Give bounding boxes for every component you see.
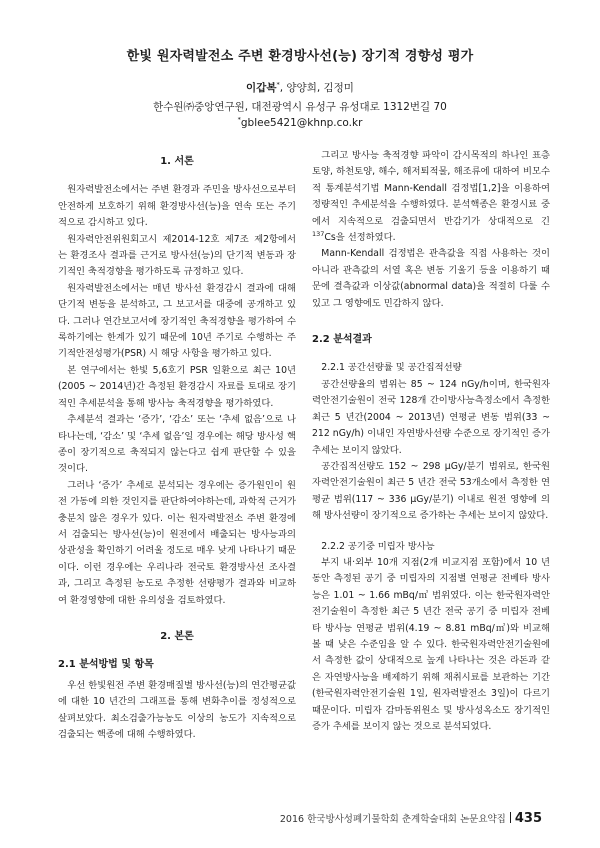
page-footer <box>280 811 542 826</box>
corresponding-marker: * <box>276 80 280 89</box>
paragraph: 우선 한빛원전 주변 환경매질별 방사선(능)의 연간평균값에 대한 10 년간의 그래프를 통해 변화추이를 정성적으로 살펴보았다. 최소검출가능농도 이상의 농도가 지속적으로 검출되는 핵종에 대해 수행하였다. <box>58 679 296 740</box>
paragraph-text: Cs을 선정하였다. <box>324 232 396 244</box>
subsubsection-dose-heading: 2.2.1 공간선량률 및 공간집적선량 <box>321 362 462 374</box>
paragraph: 공간선량율의 범위는 85 ~ 124 nGy/h이며, 한국원자력안전기술원이 전국 128개 간이방사능측정소에서 측정한 최근 5 년간(2004 ~ 2013년) 연평균 변동 범위(33 ~ 212 nGy/h) 이내인 자연방사선량 수준으로 장기적인 증가추세는 보이지 않았다. <box>312 378 550 456</box>
conference-name: 2016 한국방사성폐기물학회 춘계학술대회 논문요약집 <box>279 814 506 825</box>
paragraph: 본 연구에서는 한빛 5,6호기 PSR 일환으로 최근 10년(2005 ~ 2014년)간 측정된 환경감시 자료를 토대로 장기적인 추세분석을 통해 방사능 축적경향을 평가하였다. <box>58 364 296 409</box>
coauthors: , 양양희, 김정미 <box>279 82 354 94</box>
paper-title: 한빛 원자력발전소 주변 환경방사선(능) 장기적 경향성 평가 <box>126 49 474 64</box>
right-column <box>312 148 550 735</box>
paragraph: 원자력안전위원회고시 제2014-12호 제7조 제2항에서는 환경조사 결과를 근거로 방사선(능)의 단기적 변동과 장기적인 축적경향을 평가하도록 규정하고 있다. <box>58 233 296 278</box>
author-email: gblee5421@khnp.co.kr <box>240 117 363 129</box>
lead-author: 이갑복 <box>246 82 277 94</box>
section-body-heading: 2. 본론 <box>160 630 194 642</box>
email-marker: * <box>237 115 241 124</box>
paragraph: 부지 내·외부 10개 지점(2개 비교지점 포함)에서 10 년 동안 측정된 공기 중 미립자의 지점별 연평균 전베타 방사능은 1.01 ~ 1.66 mBq/㎥ 범위였다. 이는 한국원자력안전기술원이 측정한 최근 5 년간 전국 공기 중 미립자 전베타 방사능 연평균 범위(4.19 ~ 8.81 mBq/㎥)와 비교해 볼 때 낮은 수준임을 알 수 있다. 한국원자력안전기술원에서 측정한 값이 상대적으로 높게 나타나는 것은 라돈과 같은 자연방사능을 배제하기 위해 채취시료를 보관하는 기간(한국원자력안전기술원 1일, 원자력발전소 3일)이 다르기 때문이다. 미립자 감마동위원소 및 방사성옥소도 장기적인 증가 추세를 보이지 않는 것으로 분석되었다. <box>312 556 550 732</box>
paragraph: 원자력발전소에서는 매년 방사선 환경감시 결과에 대해 단기적 변동을 분석하고, 그 보고서를 대중에 공개하고 있다. 그러나 연간보고서에 장기적인 축적경향을 평가하여 수록하기에는 한계가 있기 때문에 10년 주기로 수행하는 주기적안전성평가(PSR) 시 해당 사항을 평가하고 있다. <box>58 282 296 360</box>
section-intro-heading: 1. 서론 <box>160 156 194 167</box>
email-line <box>0 117 600 129</box>
paragraph: Mann-Kendall 검정법은 관측값을 직접 사용하는 것이 아니라 관측값의 서열 혹은 변동 기울기 등을 이용하기 때문에 결측값과 이상값(abnormal data)을 적절히 다룰 수 있고 그 영향에도 민감하지 않다. <box>312 248 550 309</box>
isotope-mass-number: 137 <box>312 229 325 238</box>
paragraph: 추세분석 결과는 ‘증가’, ‘감소’ 또는 ‘추세 없음’으로 나타나는데, ‘감소’ 및 ‘추세 없음’일 경우에는 해당 방사성 핵종이 장기적으로 축적되지 않는다고 쉽게 판단할 수 있을 것이다. <box>58 414 296 475</box>
paragraph-text: 그리고 방사능 축적경향 파악이 감시목적의 하나인 표층토양, 하천토양, 해수, 해저퇴적물, 해조류에 대하여 비모수적 통계분석기법 Mann-Kendall 검정법[1,2]을 이용하여 정량적인 추세분석을 수행하였다. 분석핵종은 환경시료 중에서 지속적으로 검출되면서 반감기가 상대적으로 긴 <box>312 150 550 227</box>
footer-divider <box>510 812 511 823</box>
subsection-method-heading: 2.1 분석방법 및 항목 <box>58 659 154 671</box>
paragraph: 공간집적선량도 152 ~ 298 μGy/분기 범위로, 한국원자력안전기술원이 최근 5 년간 전국 53개소에서 측정한 연평균 범위(117 ~ 336 μGy/분기) 이내로 원전 영향에 의해 방사선량이 장기적으로 증가하는 추세는 보이지 않았다. <box>312 460 550 522</box>
paragraph: 원자력발전소에서는 주변 환경과 주민을 방사선으로부터 안전하게 보호하기 위해 환경방사선(능)을 연속 또는 주기적으로 감시하고 있다. <box>58 184 296 229</box>
paragraph: 그러나 ‘증가’ 추세로 분석되는 경우에는 증가원인이 원전 가동에 의한 것인지를 판단하여야하는데, 과학적 근거가 충분치 않은 경우가 있다. 이는 원자력발전소 주변 환경에서 검출되는 방사선(능)이 원전에서 배출되는 방사능과의 상관성을 확인하기 어려울 정도로 매우 낮게 나타나기 때문이다. 이런 경우에는 우리나라 전국토 환경방사선 조사결과, 그리고 측정된 농도로 추정한 선량평가 결과와 비교하여 환경영향에 대한 유의성을 검토하였다. <box>58 479 296 606</box>
subsection-results-heading: 2.2 분석결과 <box>312 334 372 346</box>
subsubsection-airborne-heading: 2.2.2 공기중 미립자 방사능 <box>321 540 435 552</box>
page-number: 435 <box>514 811 542 826</box>
affiliation: 한수원㈜중앙연구원, 대전광역시 유성구 유성대로 1312번길 70 <box>153 101 447 113</box>
left-column <box>58 148 296 743</box>
paragraph <box>312 148 550 246</box>
author-line <box>0 80 600 95</box>
